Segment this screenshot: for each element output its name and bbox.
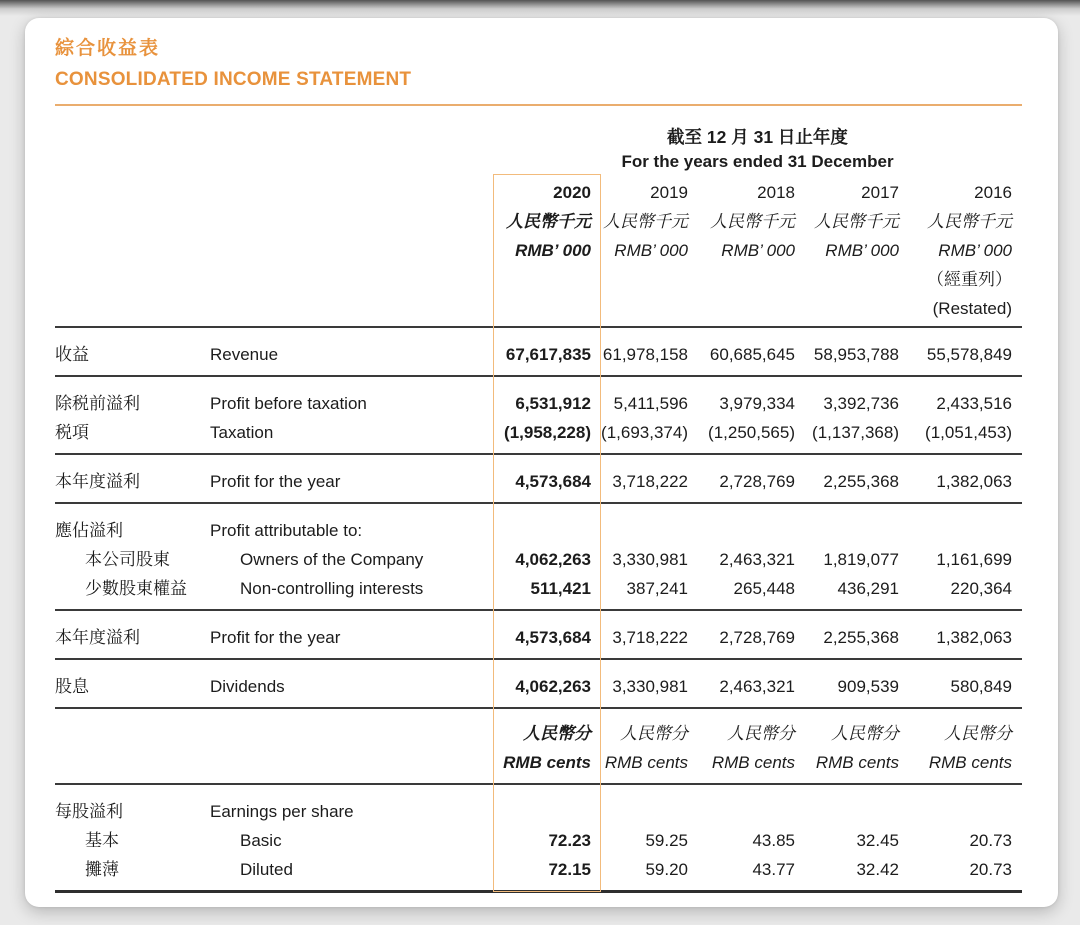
row-label-en: Profit attributable to:	[210, 521, 363, 540]
value-2016: 55,578,849	[926, 345, 1012, 364]
spacer-cell	[493, 265, 601, 294]
statement-section	[55, 611, 1022, 660]
spacer-cell	[55, 265, 210, 294]
statement-section	[55, 328, 1022, 377]
column-header-group	[55, 174, 1022, 328]
value-2019	[601, 516, 698, 545]
statement-row	[55, 340, 1022, 369]
restated-zh: （經重列）	[927, 270, 1012, 289]
value-2020: 4,062,263	[515, 677, 591, 696]
row-label-en: Basic	[240, 831, 282, 850]
period-header-zh: 截至 12 月 31 日止年度	[667, 127, 848, 147]
year-column-2017: 2017	[861, 183, 899, 202]
statement-row	[55, 467, 1022, 496]
cents-unit-en-2019: RMB cents	[604, 753, 688, 772]
row-label-en: Profit before taxation	[210, 394, 367, 413]
spacer-cell	[601, 265, 698, 294]
spacer-cell	[210, 207, 493, 236]
value-2018	[698, 516, 805, 545]
value-2019: 387,241	[626, 579, 688, 598]
value-2020	[493, 516, 601, 545]
statement-section	[55, 785, 1022, 893]
row-label-zh: 本年度溢利	[55, 628, 140, 647]
unit-en-2017: RMB’ 000	[825, 241, 899, 260]
years-row	[55, 174, 1022, 207]
unit-en-2018: RMB’ 000	[721, 241, 795, 260]
income-statement-table	[55, 174, 1022, 893]
value-2019: 61,978,158	[602, 345, 688, 364]
value-2018: (1,250,565)	[708, 423, 795, 442]
period-header	[55, 124, 1022, 174]
cents-unit-zh-row	[55, 719, 1022, 748]
unit-zh-row	[55, 207, 1022, 236]
unit-en-row	[55, 236, 1022, 265]
row-label-en: Taxation	[210, 423, 274, 442]
statement-row	[55, 418, 1022, 447]
row-label-en: Profit for the year	[210, 472, 341, 491]
unit-en-2020: RMB’ 000	[515, 241, 591, 260]
unit-zh-2018: 人民幣千元	[710, 212, 795, 231]
unit-zh-2016: 人民幣千元	[927, 212, 1012, 231]
value-2018: 43.85	[752, 831, 795, 850]
restated-zh-row	[55, 265, 1022, 294]
row-label-en: Owners of the Company	[240, 550, 424, 569]
value-2020: 72.23	[548, 831, 591, 850]
row-label-en: Non-controlling interests	[240, 579, 424, 598]
value-2020: 6,531,912	[515, 394, 591, 413]
unit-en-2016: RMB’ 000	[938, 241, 1012, 260]
value-2019: 3,330,981	[612, 550, 688, 569]
row-label-zh: 税項	[55, 423, 89, 442]
row-label-en: Earnings per share	[210, 802, 354, 821]
value-2020: 4,573,684	[515, 472, 591, 491]
value-2016: 1,382,063	[936, 628, 1012, 647]
value-2016: 1,382,063	[936, 472, 1012, 491]
spacer-cell	[55, 236, 210, 265]
row-label-zh: 股息	[55, 677, 89, 696]
spacer-cell	[210, 236, 493, 265]
statement-row	[55, 516, 1022, 545]
statement-row	[55, 389, 1022, 418]
row-label-en: Profit for the year	[210, 628, 341, 647]
year-column-2019: 2019	[650, 183, 688, 202]
cents-unit-en-2020: RMB cents	[503, 753, 591, 772]
value-2019: (1,693,374)	[601, 423, 688, 442]
spacer-cell	[55, 748, 210, 777]
value-2019: 59.25	[645, 831, 688, 850]
value-2016: (1,051,453)	[925, 423, 1012, 442]
unit-zh-2019: 人民幣千元	[603, 212, 688, 231]
row-label-zh: 每股溢利	[55, 802, 123, 821]
cents-unit-en-row	[55, 748, 1022, 777]
row-label-zh: 本公司股東	[85, 550, 170, 569]
spacer-cell	[55, 719, 210, 748]
value-2017: 32.45	[856, 831, 899, 850]
value-2016: 2,433,516	[936, 394, 1012, 413]
period-header-en: For the years ended 31 December	[621, 152, 894, 171]
value-2020: 511,421	[530, 579, 591, 598]
value-2020	[493, 797, 601, 826]
spacer-cell	[805, 265, 909, 294]
spacer-cell	[210, 748, 493, 777]
cents-unit-zh-2019: 人民幣分	[620, 724, 688, 743]
value-2017: 2,255,368	[823, 472, 899, 491]
value-2016: 1,161,699	[936, 550, 1012, 569]
value-2016	[909, 797, 1022, 826]
statement-section	[55, 455, 1022, 504]
spacer-cell	[55, 294, 210, 323]
statement-row	[55, 855, 1022, 884]
year-column-2018: 2018	[757, 183, 795, 202]
row-label-en: Revenue	[210, 345, 279, 364]
row-label-zh: 收益	[55, 345, 89, 364]
value-2018: 43.77	[752, 860, 795, 879]
cents-unit-zh-2016: 人民幣分	[944, 724, 1012, 743]
value-2018: 265,448	[733, 579, 795, 598]
value-2019: 3,330,981	[612, 677, 688, 696]
row-label-en: Dividends	[210, 677, 285, 696]
cents-unit-section	[55, 709, 1022, 785]
value-2018	[698, 797, 805, 826]
value-2018: 2,463,321	[719, 677, 795, 696]
unit-zh-2020: 人民幣千元	[506, 212, 591, 231]
value-2020: 72.15	[548, 860, 591, 879]
cents-unit-zh-2018: 人民幣分	[727, 724, 795, 743]
row-label-zh: 基本	[85, 831, 119, 850]
value-2017: 2,255,368	[823, 628, 899, 647]
value-2017: (1,137,368)	[812, 423, 899, 442]
unit-en-2019: RMB’ 000	[614, 241, 688, 260]
value-2016: 220,364	[950, 579, 1012, 598]
row-label-zh: 少數股東權益	[85, 579, 187, 598]
value-2020: 67,617,835	[505, 345, 591, 364]
statement-row	[55, 545, 1022, 574]
value-2017: 436,291	[837, 579, 899, 598]
statement-row	[55, 826, 1022, 855]
cents-unit-zh-2020: 人民幣分	[523, 724, 591, 743]
statement-row	[55, 623, 1022, 652]
value-2018: 2,463,321	[719, 550, 795, 569]
spacer-cell	[698, 294, 805, 323]
restated-en: (Restated)	[932, 299, 1012, 318]
value-2017	[805, 797, 909, 826]
row-label-zh: 本年度溢利	[55, 472, 140, 491]
value-2020: 4,062,263	[515, 550, 591, 569]
value-2017: 3,392,736	[823, 394, 899, 413]
row-label-zh: 攤薄	[85, 860, 119, 879]
spacer-cell	[210, 178, 493, 207]
value-2018: 2,728,769	[719, 472, 795, 491]
value-2017: 32.42	[856, 860, 899, 879]
value-2018: 2,728,769	[719, 628, 795, 647]
spacer-cell	[210, 265, 493, 294]
spacer-cell	[210, 719, 493, 748]
value-2016	[909, 516, 1022, 545]
unit-zh-2017: 人民幣千元	[814, 212, 899, 231]
year-column-2016: 2016	[974, 183, 1012, 202]
spacer-cell	[493, 294, 601, 323]
spacer-cell	[55, 178, 210, 207]
statement-row	[55, 672, 1022, 701]
spacer-cell	[210, 294, 493, 323]
cents-unit-zh-2017: 人民幣分	[831, 724, 899, 743]
income-statement-document	[25, 18, 1058, 907]
cents-unit-en-2016: RMB cents	[928, 753, 1012, 772]
statement-section	[55, 504, 1022, 611]
row-label-en: Diluted	[240, 860, 293, 879]
value-2017: 58,953,788	[813, 345, 899, 364]
cents-unit-en-2017: RMB cents	[815, 753, 899, 772]
value-2017: 1,819,077	[823, 550, 899, 569]
spacer-cell	[601, 294, 698, 323]
row-label-zh: 除税前溢利	[55, 394, 140, 413]
value-2019: 59.20	[645, 860, 688, 879]
value-2020: 4,573,684	[515, 628, 591, 647]
spacer-cell	[805, 294, 909, 323]
value-2016: 20.73	[969, 860, 1012, 879]
cents-unit-en-2018: RMB cents	[711, 753, 795, 772]
value-2019: 3,718,222	[612, 628, 688, 647]
value-2019: 3,718,222	[612, 472, 688, 491]
title-divider-rule	[55, 104, 1022, 106]
restated-en-row	[55, 294, 1022, 323]
period-header-cell	[493, 124, 1022, 174]
value-2016: 580,849	[950, 677, 1012, 696]
page-title-en: CONSOLIDATED INCOME STATEMENT	[55, 69, 412, 90]
value-2017: 909,539	[837, 677, 899, 696]
value-2018: 60,685,645	[709, 345, 795, 364]
value-2016: 20.73	[969, 831, 1012, 850]
value-2018: 3,979,334	[719, 394, 795, 413]
row-label-zh: 應佔溢利	[55, 521, 123, 540]
statement-row	[55, 797, 1022, 826]
statement-section	[55, 377, 1022, 455]
spacer-cell	[55, 207, 210, 236]
year-column-2020: 2020	[553, 183, 591, 202]
spacer-cell	[698, 265, 805, 294]
statement-row	[55, 574, 1022, 603]
statement-section	[55, 660, 1022, 709]
page-title-zh: 綜合收益表	[55, 38, 161, 59]
value-2019	[601, 797, 698, 826]
value-2017	[805, 516, 909, 545]
value-2020: (1,958,228)	[504, 423, 591, 442]
value-2019: 5,411,596	[613, 394, 688, 413]
